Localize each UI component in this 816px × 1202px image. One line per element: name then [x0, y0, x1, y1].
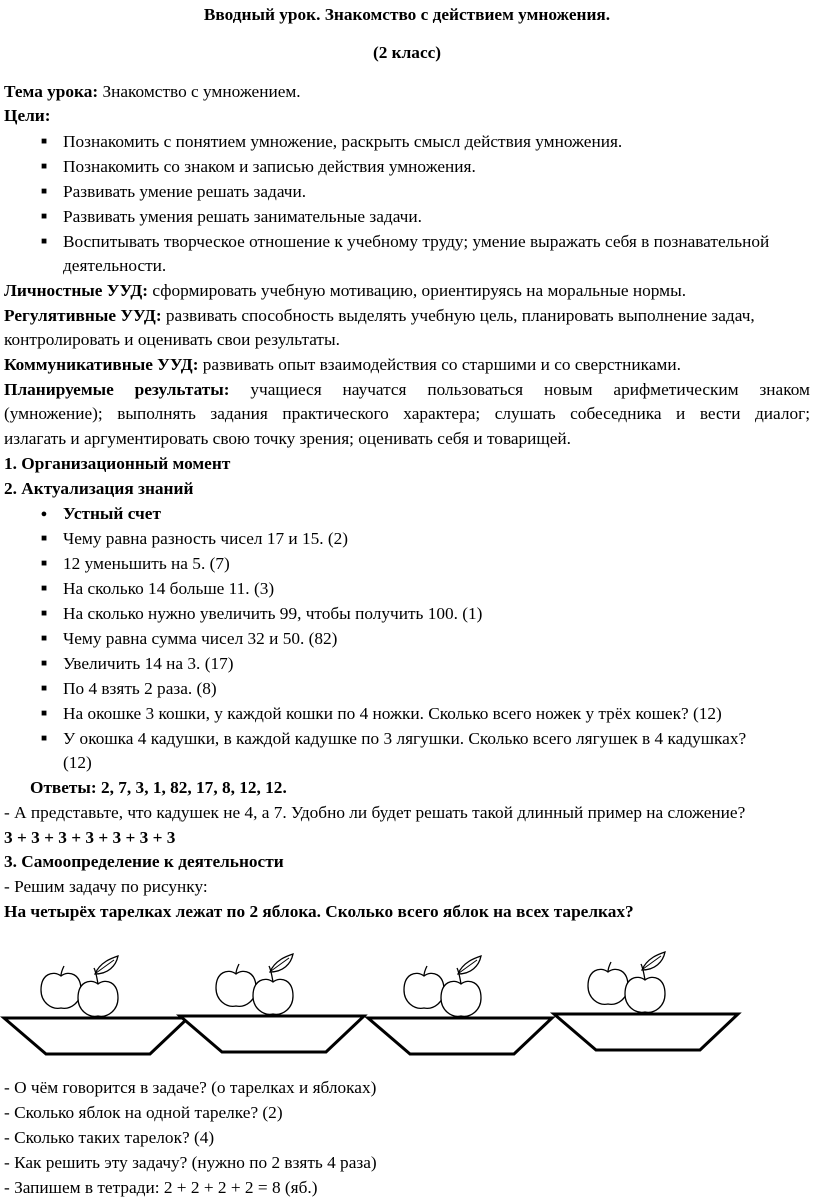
apple-icon [404, 966, 444, 1008]
square-bullet-icon: ■ [40, 236, 48, 247]
communicative-uud: Коммуникативные УУД: развивать опыт взаимодействия со старшими и со сверстниками. [4, 355, 681, 374]
square-bullet-icon: ■ [40, 211, 48, 222]
plates-with-apples-picture [0, 950, 816, 1070]
section-heading: 3. Самоопределение к деятельности [4, 852, 284, 871]
dialog-line: - Сколько таких тарелок? (4) [4, 1128, 215, 1147]
square-bullet-icon: ■ [40, 683, 48, 694]
apple-icon [78, 956, 118, 1016]
plate-group [554, 952, 738, 1050]
document-page: Вводный урок. Знакомство с действием умножения. (2 класс) Тема урока: Знакомство с умножением. Цели: ■ Познакомить с понятием умножение, раскрыть смысл действия умножения. ■ Познакомить со знаком и записью действия умножения. ■ Развивать умение решать задачи. ■ Развивать умения решать занимательные задачи. ■ Воспитывать творческое отношение к учебному труду; умение выражать себя в познавательной деятельности. Личностные УУД: сформировать учебную мотивацию, ориентируясь на моральные нормы. Регулятивные УУД: развивать способность выделять учебную цель, планировать выполнение задач, контролировать и оценивать свои результаты. Коммуникативные УУД: развивать опыт взаимодействия со старшими и со сверстниками. Планируемые результаты: учащиеся научатся пользоваться новым арифметическим знаком (умножение); выполнять задания практического характера; слушать собеседника и вести диалог; излагать и аргументировать свою точку зрения; оценивать себя и товарищей. 1. Организационный момент 2. Актуализация знаний ● Устный счет ■ Чему равна разность чисел 17 и 15. (2) ■ 12 уменьшить на 5. (7) ■ На сколько 14 больше 11. (3) ■ На сколько нужно увеличить 99, чтобы получить 100. (1) ■ Чему равна сумма чисел 32 и 50. (82) ■ Увеличить 14 на 3. (17) ■ По 4 взять 2 раза. (8) ■ На окошке 3 кошки, у каждой кошки по 4 ножки. Сколько всего ножек у трёх кошек? (12) ■ У окошка 4 кадушки, в каждой кадушке по 3 лягушки. Сколько всего лягушек в 4 кадушках? (12) Ответы: 2, 7, 3, 1, 82, 17, 8, 12, 12. - А представьте, что кадушек не 4, а 7. Удобно ли будет решать такой длинный пример на сложение? 3 + 3 + 3 + 3 + 3 + 3 + 3 3. Самоопределение к деятельности - Решим задачу по рисунку: На четырёх тарелках лежат по 2 яблока. Сколько всего яблок на всех тарелках? - О чём говорится в задаче? (о тарелках и яблоках) - Сколько яблок на одной тарелке? (2) - Сколько таких тарелок? (4) - Как решить эту задачу? (нужно по 2 взять 4 раза) - Запишем в тетради: 2 + 2 + 2 + 2 = 8 (яб.) [0, 0, 816, 1202]
planned-results-cont2: излагать и аргументировать свою точку зрения; оценивать себя и товарищей. [4, 429, 571, 448]
topic-line [4, 80, 810, 104]
page-title: Вводный урок. Знакомство с действием умножения. [203, 5, 611, 24]
square-bullet-icon: ■ [40, 733, 48, 744]
apple-icon [625, 952, 665, 1012]
answers-line: Ответы: 2, 7, 3, 1, 82, 17, 8, 12, 12. [30, 778, 287, 797]
imagine-question: - А представьте, что кадушек не 4, а 7. Удобно ли будет решать такой длинный пример на сложение? [4, 803, 746, 822]
square-bullet-icon: ■ [40, 136, 48, 147]
regulative-uud-cont: контролировать и оценивать свои результаты. [4, 330, 340, 349]
plate-icon [180, 1016, 364, 1052]
plate-icon [554, 1014, 738, 1050]
goals-label: Цели: [4, 106, 51, 125]
dialog-line: - Сколько яблок на одной тарелке? (2) [4, 1103, 283, 1122]
plate-group [4, 956, 188, 1054]
section-heading: 1. Организационный момент [4, 454, 231, 473]
topic-label: Тема урока: [4, 82, 99, 101]
dot-bullet-icon: ● [40, 508, 48, 520]
square-bullet-icon: ■ [40, 161, 48, 172]
apple-icon [253, 954, 293, 1014]
square-bullet-icon: ■ [40, 608, 48, 619]
apple-icon [216, 964, 256, 1006]
plate-group [368, 956, 552, 1054]
topic-text: Знакомство с умножением. [98, 82, 301, 101]
square-bullet-icon: ■ [40, 533, 48, 544]
square-bullet-icon: ■ [40, 633, 48, 644]
plate-group [180, 954, 364, 1052]
personal-uud: Личностные УУД: сформировать учебную мотивацию, ориентируясь на моральные нормы. [4, 281, 687, 300]
planned-results-cont: (умножение); выполнять задания практического характера; слушать собеседника и вести диалог; [4, 404, 810, 423]
planned-results: Планируемые результаты: учащиеся научатся пользоваться новым арифметическим знаком [4, 380, 810, 399]
task-statement: На четырёх тарелках лежат по 2 яблока. Сколько всего яблок на всех тарелках? [4, 902, 634, 921]
square-bullet-icon: ■ [40, 658, 48, 669]
dialog-line: - Запишем в тетради: 2 + 2 + 2 + 2 = 8 (яб.) [4, 1178, 318, 1197]
square-bullet-icon: ■ [40, 186, 48, 197]
section-heading: 2. Актуализация знаний [4, 479, 194, 498]
sum-expression: 3 + 3 + 3 + 3 + 3 + 3 + 3 [4, 828, 176, 847]
regulative-uud: Регулятивные УУД: развивать способность выделять учебную цель, планировать выполнение задач, [4, 306, 755, 325]
dialog-line: - Как решить эту задачу? (нужно по 2 взять 4 раза) [4, 1153, 377, 1172]
apple-icon [441, 956, 481, 1016]
square-bullet-icon: ■ [40, 708, 48, 719]
apple-icon [41, 966, 81, 1008]
plate-icon [368, 1018, 552, 1054]
square-bullet-icon: ■ [40, 583, 48, 594]
solve-by-picture: - Решим задачу по рисунку: [4, 877, 208, 896]
grade-subtitle: (2 класс) [372, 43, 442, 62]
square-bullet-icon: ■ [40, 558, 48, 569]
apple-icon [588, 962, 628, 1004]
dialog-line: - О чём говорится в задаче? (о тарелках и яблоках) [4, 1078, 377, 1097]
plate-icon [4, 1018, 188, 1054]
